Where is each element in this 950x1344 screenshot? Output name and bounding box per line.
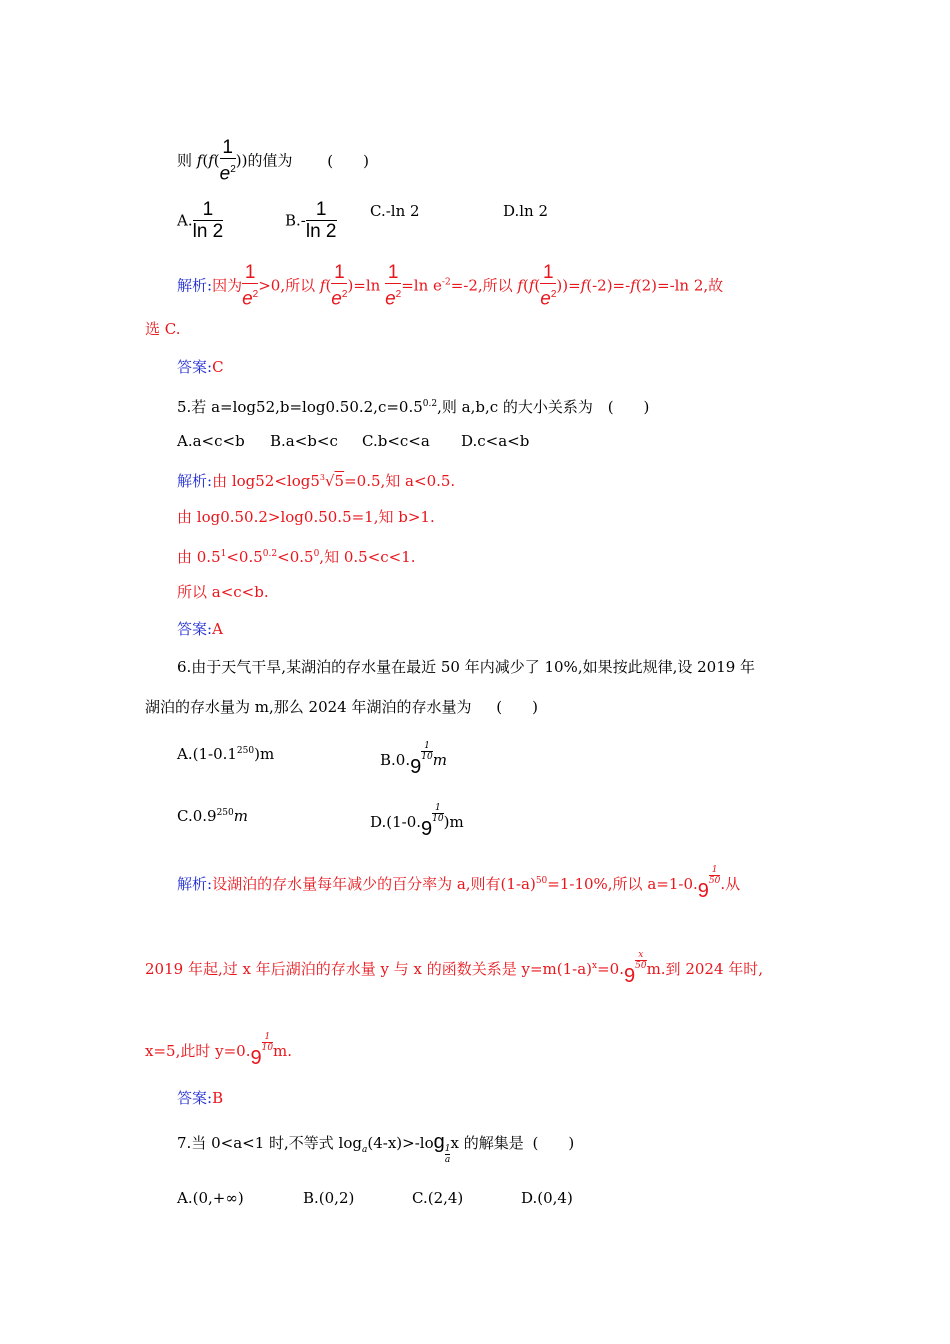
- q4-answer: 答案:C: [177, 358, 224, 376]
- q5-solution-line2: 由 log0.50.2>log0.50.5=1,知 b>1.: [177, 508, 435, 526]
- q5-solution-line3: 由 $0.5^1<0.5^{0.2}<0.5^0$,知 0.5<c<1.: [177, 548, 416, 566]
- q5-answer: 答案:A: [177, 620, 223, 638]
- q4-option-d: D.ln 2: [503, 202, 549, 220]
- q7-option-c: C.(2,4): [412, 1189, 464, 1207]
- answer-bracket: ( ): [496, 698, 538, 716]
- q5-option-b: B.a<b<c: [270, 432, 338, 450]
- q7-stem: 7.当 0<a<1 时,不等式 $\log_a(4-x)>-\log$ $\frac{1}{a}$ x 的解集是 ( ): [177, 1131, 575, 1165]
- q5-solution-line4: 所以 a<c<b.: [177, 583, 269, 601]
- q6-option-b: B.0.9 $\frac{1}{10}$ m: [380, 741, 447, 778]
- fraction: $\frac{1}{e^2}$: [219, 137, 236, 185]
- q6-solution-line2: 2019 年起,过 x 年后湖泊的存水量 y 与 x 的函数关系是 $y=m(1-a)^x=0.9$ $\frac{x}{50}$ m.到 2024 年时,: [145, 950, 764, 987]
- q6-solution-line1: 解析:设湖泊的存水量每年减少的百分率为 a,则有$(1-a)^{50}=1-10\%$,所以 a=1-0.9 $\frac{1}{50}$ .从: [177, 865, 741, 902]
- answer-bracket: ( ): [532, 1134, 575, 1152]
- q6-option-c: C.0.9$^{250}$m: [177, 807, 248, 825]
- q4-solution-line2: 选 C.: [145, 320, 181, 338]
- q5-option-a: A.a<c<b: [177, 432, 245, 450]
- q6-option-d: D.(1-0.9 $\frac{1}{10}$ )m: [370, 803, 464, 840]
- q7-option-b: B.(0,2): [303, 1189, 355, 1207]
- q5-option-d: D.c<a<b: [461, 432, 530, 450]
- answer-bracket: ( ): [607, 398, 650, 416]
- q6-stem-line2: 湖泊的存水量为 m,那么 2024 年湖泊的存水量为 ( ): [145, 698, 538, 716]
- q4-option-c: C.-ln 2: [370, 202, 420, 220]
- q6-answer: 答案:B: [177, 1089, 224, 1107]
- q7-option-d: D.(0,4): [521, 1189, 573, 1207]
- q5-solution-line1: 解析:由 $\log 52<\log 5^3√5=0.5$,知 a<0.5.: [177, 472, 456, 490]
- q6-option-a: $A.(1-0.1^{250})m$: [177, 745, 275, 763]
- q7-option-a: A.(0,+∞): [177, 1189, 244, 1207]
- q5-option-c: C.b<c<a: [362, 432, 430, 450]
- answer-bracket: ( ): [327, 151, 369, 170]
- q4-stem: 则 f(f( $\frac{1}{e^2}$ ))的值为 ( ): [177, 137, 369, 185]
- q4-solution-line1: 解析:因为 $\frac{1}{e^2}$ >0,所以 f( $\frac{1}{e^2}$ )=ln $\frac{1}{e^2}$ =ln $e^{-2}=-2$,所以 f(f( $\frac{1}{e^2}$ ))=f(-2)=-f(2)=-ln 2,故: [177, 262, 724, 310]
- q6-solution-line3: x=5,此时 y=0.9 $\frac{1}{10}$ m.: [145, 1032, 293, 1069]
- q4-option-b: B.- $\frac{1}{\ln 2}$: [285, 199, 337, 242]
- q4-option-a: A. $\frac{1}{\ln 2}$: [177, 199, 224, 242]
- q5-stem: 5.若 $a=\log 52,b=\log 0.50.2,c=0.5^{0.2}$,则 a,b,c 的大小关系为 ( ): [177, 398, 650, 416]
- q6-stem-line1: 6.由于天气干旱,某湖泊的存水量在最近 50 年内减少了 10%,如果按此规律,设 2019 年: [177, 658, 756, 676]
